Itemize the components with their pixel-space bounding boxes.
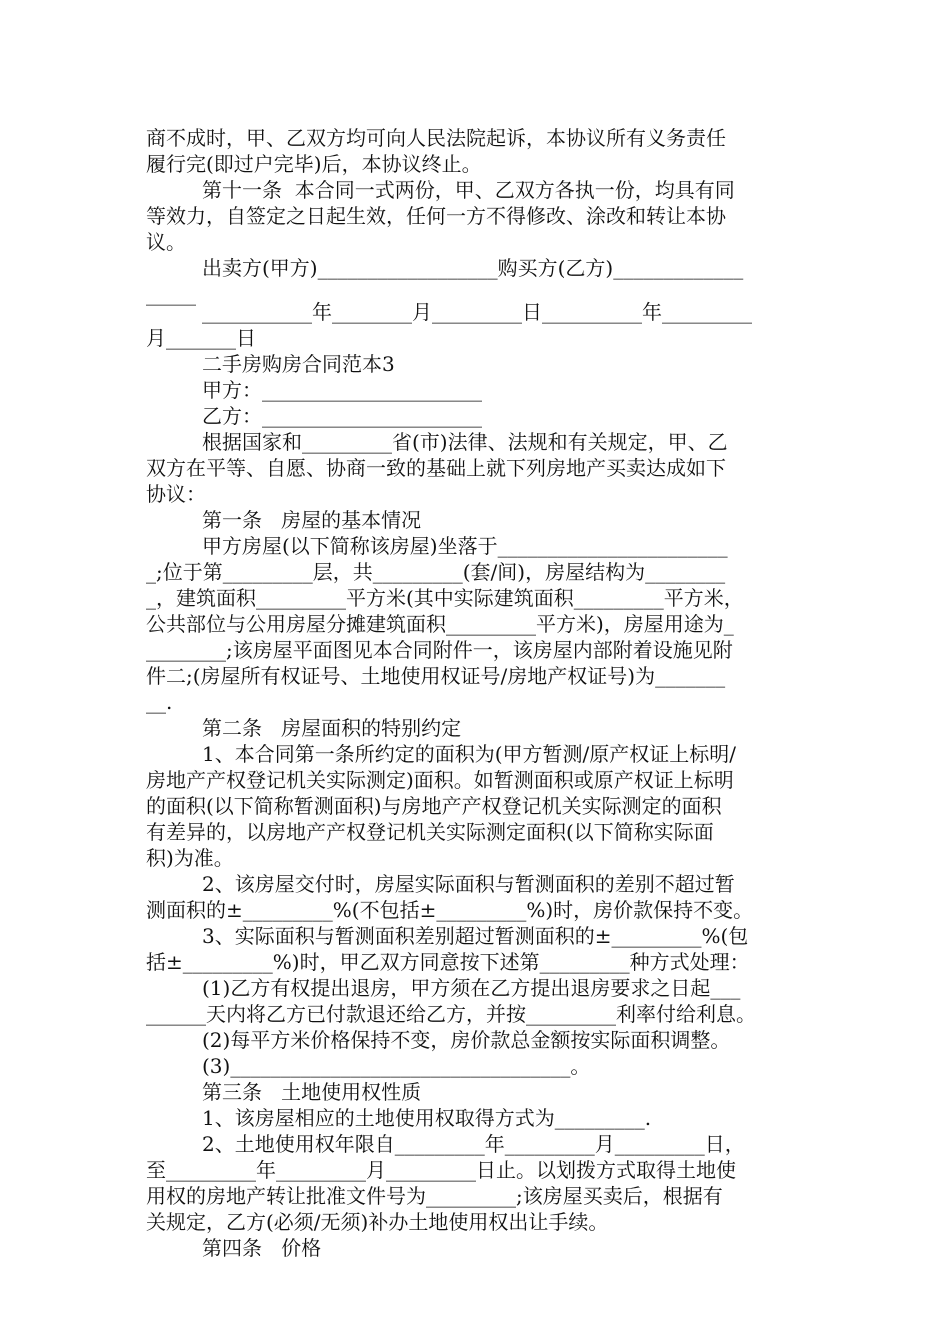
clause-heading: 第三条 土地使用权性质 (202, 1080, 422, 1104)
text-line: 履行完(即过户完毕)后，本协议终止。 (146, 152, 482, 176)
clause-heading: 第四条 价格 (202, 1236, 322, 1260)
date-line: ___________年________月_________日__________年_________ (202, 300, 752, 324)
clause-heading: 第一条 房屋的基本情况 (202, 508, 422, 532)
text-line: 测面积的±_________%(不包括±_________%)时，房价款保持不变。 (146, 898, 754, 922)
text-line: 议。 (146, 230, 186, 254)
text-line: _，建筑面积_________平方米(其中实际建筑面积_________平方米， (146, 586, 744, 610)
text-line: 甲方房屋(以下简称该房屋)坐落于_______________________ (202, 534, 728, 558)
text-line: 双方在平等、自愿、协商一致的基础上就下列房地产买卖达成如下 (146, 456, 726, 480)
clause-heading: 第二条 房屋面积的特别约定 (202, 716, 462, 740)
text-line: 等效力，自签定之日起生效，任何一方不得修改、涂改和转让本协 (146, 204, 726, 228)
text-line: 协议： (146, 482, 206, 506)
text-line: 商不成时，甲、乙双方均可向人民法院起诉，本协议所有义务责任 (146, 126, 726, 150)
signature-line: 出卖方(甲方)__________________购买方(乙方)_____________ (202, 256, 744, 280)
text-line: (3)__________________________________。 (202, 1054, 591, 1078)
party-a-line: 甲方：______________________ (202, 378, 482, 402)
text-line: 公共部位与公用房屋分摊建筑面积_________平方米)，房屋用途为_ (146, 612, 734, 636)
text-line: 至_________年_________月_________日止。以划拨方式取得土地使 (146, 1158, 736, 1182)
text-line: 用权的房地产转让批准文件号为_________;该房屋买卖后，根据有 (146, 1184, 723, 1208)
text-line: 积)为准。 (146, 846, 234, 870)
text-line: 2、该房屋交付时，房屋实际面积与暂测面积的差别不超过暂 (202, 872, 735, 896)
text-line: 2、土地使用权年限自_________年_________月_________日， (202, 1132, 745, 1156)
text-line: 1、本合同第一条所约定的面积为(甲方暂测/原产权证上标明/ (202, 742, 737, 766)
text-line: _;位于第_________层，共_________(套/间)，房屋结构为________ (146, 560, 726, 584)
text-line: 括±_________%)时，甲乙双方同意按下述第_________种方式处理： (146, 950, 750, 974)
text-line: (1)乙方有权提出退房，甲方须在乙方提出退房要求之日起___ (202, 976, 741, 1000)
signature-line: _____ (146, 282, 196, 306)
text-line: ________;该房屋平面图见本合同附件一，该房屋内部附着设施见附 (146, 638, 733, 662)
clause-heading: 第十一条 本合同一式两份，甲、乙双方各执一份，均具有同 (202, 178, 735, 202)
text-line: 1、该房屋相应的土地使用权取得方式为_________. (202, 1106, 652, 1130)
text-line: __. (146, 690, 173, 714)
text-line: (2)每平方米价格保持不变，房价款总金额按实际面积调整。 (202, 1028, 731, 1052)
text-line: 关规定，乙方(必须/无须)补办土地使用权出让手续。 (146, 1210, 609, 1234)
text-line: 根据国家和_________省(市)法律、法规和有关规定，甲、乙 (202, 430, 728, 454)
text-line: ______天内将乙方已付款退还给乙方，并按_________利率付给利息。 (146, 1002, 756, 1026)
text-line: 件二;(房屋所有权证号、土地使用权证号/房地产权证号)为_______ (146, 664, 726, 688)
text-line: 房地产产权登记机关实际测定)面积。如暂测面积或原产权证上标明 (146, 768, 734, 792)
text-line: 3、实际面积与暂测面积差别超过暂测面积的±_________%(包 (202, 924, 749, 948)
date-line: 月_______日 (146, 326, 256, 350)
text-line: 有差异的，以房地产产权登记机关实际测定面积(以下简称实际面 (146, 820, 714, 844)
document-title: 二手房购房合同范本3 (202, 352, 395, 376)
text-line: 的面积(以下简称暂测面积)与房地产产权登记机关实际测定的面积 (146, 794, 722, 818)
party-b-line: 乙方：______________________ (202, 404, 482, 428)
